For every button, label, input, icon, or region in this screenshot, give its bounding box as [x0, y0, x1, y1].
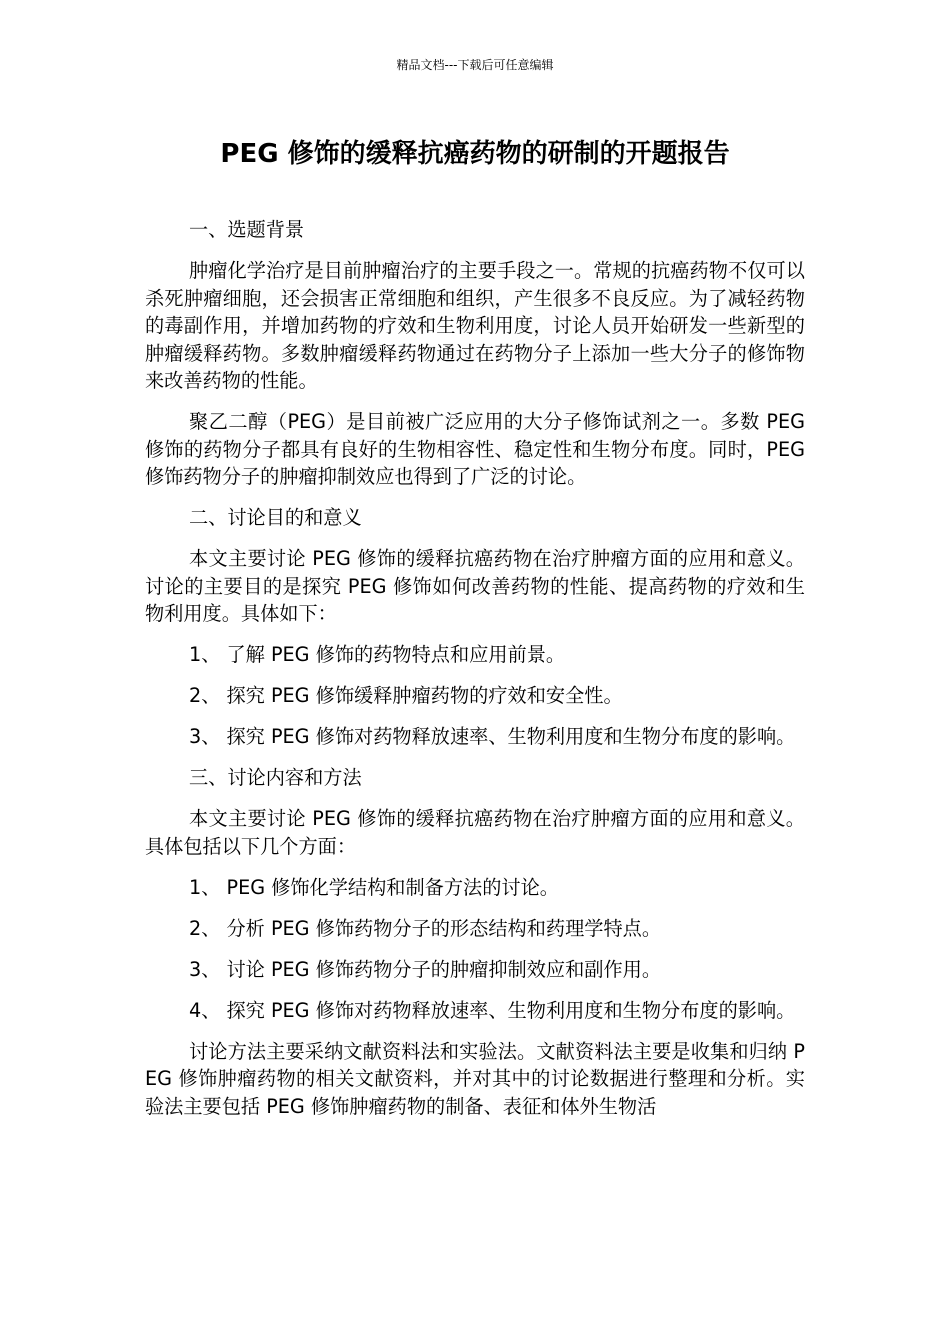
- section-heading-content-methods: 三、讨论内容和方法: [189, 766, 362, 789]
- list-item: 3、 探究 PEG 修饰对药物释放速率、生物利用度和生物分布度的影响。: [189, 725, 796, 748]
- page-header-note: 精品文档---下载后可任意编辑: [396, 58, 554, 72]
- list-item: 4、 探究 PEG 修饰对药物释放速率、生物利用度和生物分布度的影响。: [189, 998, 796, 1022]
- paragraph-peg-intro: 聚乙二醇（PEG）是目前被广泛应用的大分子修饰试剂之一。多数 PEG 修饰的药物分子都具有良好的生物相容性、稳定性和生物分布度。同时，PEG 修饰药物分子的肿瘤抑制效应也得到了广泛的讨论。: [145, 410, 805, 488]
- document-title: PEG 修饰的缓释抗癌药物的研制的开题报告: [220, 139, 730, 169]
- list-item: 1、 了解 PEG 修饰的药物特点和应用前景。: [189, 643, 566, 666]
- section-heading-background: 一、选题背景: [189, 218, 305, 241]
- list-item: 2、 分析 PEG 修饰药物分子的形态结构和药理学特点。: [189, 916, 662, 940]
- list-item: 2、 探究 PEG 修饰缓释肿瘤药物的疗效和安全性。: [189, 684, 623, 707]
- paragraph-methods: 讨论方法主要采纳文献资料法和实验法。文献资料法主要是收集和归纳 PEG 修饰肿瘤药物的相关文献资料，并对其中的讨论数据进行整理和分析。实验法主要包括 PEG 修饰肿瘤药物的制备、表征和体外生物活: [145, 1039, 805, 1118]
- list-item: 3、 讨论 PEG 修饰药物分子的肿瘤抑制效应和副作用。: [189, 957, 662, 981]
- paragraph-chemotherapy: 肿瘤化学治疗是目前肿瘤治疗的主要手段之一。常规的抗癌药物不仅可以杀死肿瘤细胞，还会损害正常细胞和组织，产生很多不良反应。为了减轻药物的毒副作用，并增加药物的疗效和生物利用度，讨论人员开始研发一些新型的肿瘤缓释药物。多数肿瘤缓释药物通过在药物分子上添加一些大分子的修饰物来改善药物的性能。: [145, 259, 805, 392]
- document-body: [145, 216, 805, 1134]
- paragraph-content: 本文主要讨论 PEG 修饰的缓释抗癌药物在治疗肿瘤方面的应用和意义。具体包括以下几个方面：: [145, 807, 805, 858]
- list-item: 1、 PEG 修饰化学结构和制备方法的讨论。: [189, 875, 559, 899]
- section-heading-purpose: 二、讨论目的和意义: [189, 506, 362, 529]
- paragraph-purpose: 本文主要讨论 PEG 修饰的缓释抗癌药物在治疗肿瘤方面的应用和意义。讨论的主要目的是探究 PEG 修饰如何改善药物的性能、提高药物的疗效和生物利用度。具体如下：: [145, 547, 805, 625]
